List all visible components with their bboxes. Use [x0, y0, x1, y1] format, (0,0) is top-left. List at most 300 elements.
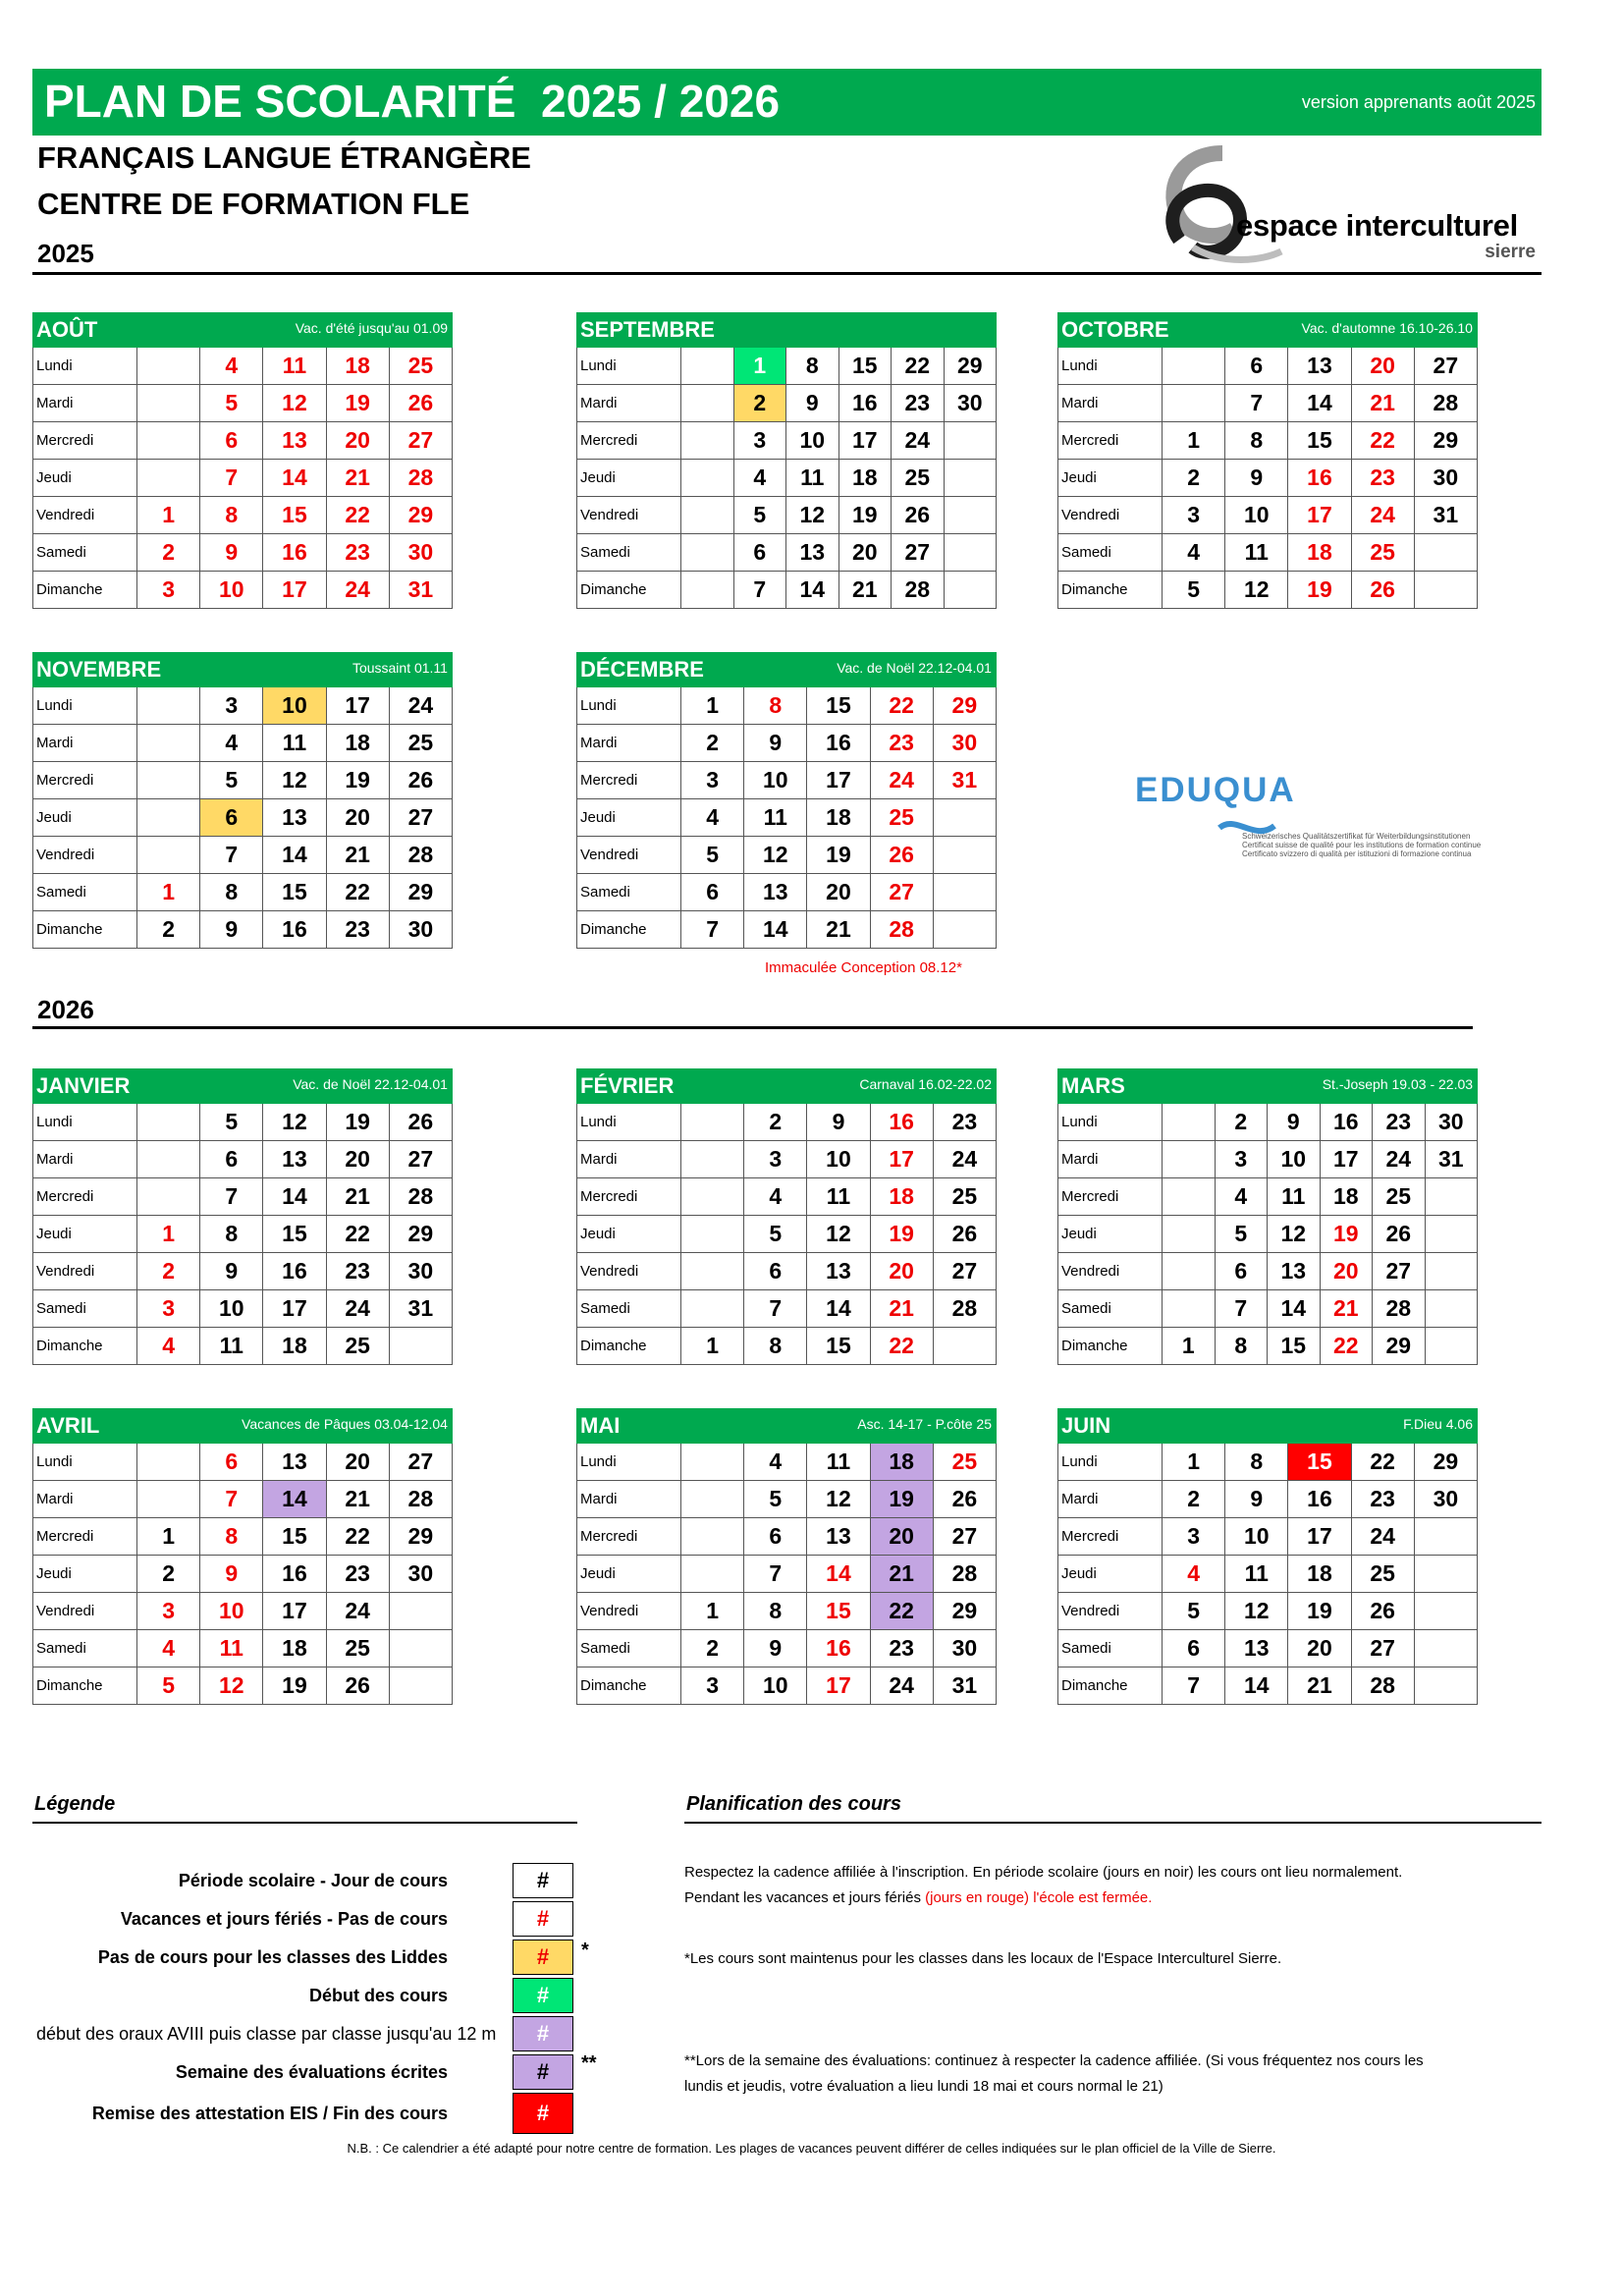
week-row — [577, 422, 997, 460]
date-cell — [1163, 1178, 1216, 1216]
date-cell: 26 — [389, 385, 452, 422]
date-cell: 2 — [137, 911, 200, 949]
date-cell — [389, 1593, 452, 1630]
date-cell: 5 — [1163, 1593, 1225, 1630]
date-cell: 30 — [944, 385, 997, 422]
date-cell: 8 — [200, 1518, 263, 1556]
date-cell — [944, 460, 997, 497]
date-cell: 31 — [933, 1667, 996, 1705]
day-label: Dimanche — [1058, 1667, 1163, 1705]
week-row — [577, 874, 997, 911]
date-cell: 10 — [744, 1667, 807, 1705]
month-note: Vac. d'automne 16.10-26.10 — [1301, 320, 1473, 336]
date-cell: 10 — [200, 1593, 263, 1630]
month-header-cell — [577, 1069, 997, 1104]
legend-swatch-end: # — [513, 2093, 573, 2134]
day-label: Mercredi — [577, 422, 681, 460]
date-cell: 13 — [1225, 1630, 1288, 1667]
date-cell — [944, 497, 997, 534]
day-label: Mardi — [577, 385, 681, 422]
date-cell: 15 — [1288, 422, 1351, 460]
day-label: Dimanche — [577, 572, 681, 609]
date-cell: 1 — [1163, 1328, 1216, 1365]
date-cell: 24 — [892, 422, 945, 460]
date-cell: 4 — [1215, 1178, 1268, 1216]
week-row — [33, 1593, 453, 1630]
year-2025-label: 2025 — [37, 239, 94, 268]
date-cell: 17 — [1288, 497, 1351, 534]
planning-line — [684, 1886, 1539, 1911]
subtitle-centre: CENTRE DE FORMATION FLE — [37, 187, 470, 221]
date-cell: 29 — [1414, 422, 1477, 460]
date-cell: 25 — [389, 348, 452, 385]
date-cell: 25 — [326, 1328, 389, 1365]
date-cell: 6 — [733, 534, 786, 572]
date-cell — [681, 1556, 744, 1593]
month-note: Vac. de Noël 22.12-04.01 — [293, 1076, 448, 1092]
date-cell — [137, 837, 200, 874]
month-note: F.Dieu 4.06 — [1403, 1416, 1473, 1432]
date-cell: 21 — [1288, 1667, 1351, 1705]
date-cell: 28 — [1373, 1290, 1426, 1328]
date-cell: 24 — [1351, 1518, 1414, 1556]
date-cell: 3 — [744, 1141, 807, 1178]
legend-swatch-liddes: # — [513, 1940, 573, 1975]
date-cell: 21 — [326, 1481, 389, 1518]
day-label: Jeudi — [1058, 1556, 1163, 1593]
date-cell — [933, 874, 996, 911]
week-row — [577, 1481, 997, 1518]
month-note: Vacances de Pâques 03.04-12.04 — [242, 1416, 448, 1432]
date-cell: 13 — [263, 1141, 326, 1178]
date-cell: 23 — [870, 725, 933, 762]
date-cell: 8 — [1225, 1444, 1288, 1481]
date-cell: 18 — [326, 725, 389, 762]
day-label: Jeudi — [577, 799, 681, 837]
date-cell: 4 — [681, 799, 744, 837]
date-cell: 14 — [263, 1178, 326, 1216]
month-name: JUIN — [1061, 1413, 1111, 1438]
day-label: Jeudi — [33, 1216, 137, 1253]
date-cell: 12 — [263, 385, 326, 422]
month-septembre — [576, 312, 997, 609]
date-cell: 9 — [200, 911, 263, 949]
date-cell — [137, 348, 200, 385]
date-cell: 30 — [389, 911, 452, 949]
week-row — [1058, 1556, 1478, 1593]
month-name: MAI — [580, 1413, 621, 1438]
date-cell: 9 — [744, 1630, 807, 1667]
date-cell: 6 — [1225, 348, 1288, 385]
week-row — [1058, 1444, 1478, 1481]
month-note: Vac. d'été jusqu'au 01.09 — [295, 320, 449, 336]
legend-swatch-evaluations: # — [513, 2054, 573, 2090]
date-cell: 24 — [933, 1141, 996, 1178]
date-cell: 9 — [200, 1253, 263, 1290]
date-cell — [681, 460, 734, 497]
date-cell: 8 — [200, 1216, 263, 1253]
day-label: Samedi — [1058, 1290, 1163, 1328]
date-cell: 11 — [807, 1178, 870, 1216]
date-cell — [1163, 1104, 1216, 1141]
date-cell: 9 — [200, 534, 263, 572]
week-row — [33, 687, 453, 725]
date-cell: 10 — [200, 572, 263, 609]
date-cell — [681, 385, 734, 422]
month-header-cell — [577, 1409, 997, 1444]
date-cell: 4 — [1163, 1556, 1225, 1593]
week-row — [33, 1518, 453, 1556]
date-cell: 14 — [1288, 385, 1351, 422]
week-row — [1058, 1328, 1478, 1365]
day-label: Vendredi — [577, 837, 681, 874]
date-cell: 8 — [1225, 422, 1288, 460]
month-decembre — [576, 652, 997, 949]
date-cell: 16 — [263, 911, 326, 949]
date-cell: 30 — [389, 534, 452, 572]
date-cell: 28 — [933, 1556, 996, 1593]
logo-mark-icon — [1154, 145, 1291, 268]
date-cell: 7 — [681, 911, 744, 949]
date-cell: 25 — [326, 1630, 389, 1667]
legend-swatch-orals: # — [513, 2016, 573, 2051]
date-cell: 26 — [389, 762, 452, 799]
date-cell: 17 — [263, 1290, 326, 1328]
date-cell: 8 — [744, 687, 807, 725]
date-cell — [1414, 1667, 1477, 1705]
date-cell: 25 — [870, 799, 933, 837]
divider — [32, 1026, 1473, 1029]
date-cell: 19 — [870, 1481, 933, 1518]
date-cell: 6 — [681, 874, 744, 911]
day-label: Dimanche — [33, 1667, 137, 1705]
day-label: Mardi — [577, 1141, 681, 1178]
date-cell: 16 — [263, 1253, 326, 1290]
date-cell: 20 — [1351, 348, 1414, 385]
date-cell: 16 — [807, 725, 870, 762]
planning-text: Pendant les vacances et jours fériés — [684, 1889, 926, 1906]
date-cell: 30 — [1414, 1481, 1477, 1518]
date-cell: 23 — [892, 385, 945, 422]
day-label: Mercredi — [33, 1518, 137, 1556]
date-cell — [137, 799, 200, 837]
date-cell: 19 — [839, 497, 892, 534]
week-row — [1058, 1253, 1478, 1290]
date-cell: 19 — [326, 762, 389, 799]
date-cell: 7 — [200, 837, 263, 874]
legend-label: Vacances et jours fériés - Pas de cours — [120, 1909, 448, 1929]
date-cell: 4 — [137, 1328, 200, 1365]
date-cell — [1414, 1593, 1477, 1630]
day-label: Jeudi — [1058, 460, 1163, 497]
date-cell — [389, 1667, 452, 1705]
date-cell: 15 — [1288, 1444, 1351, 1481]
date-cell: 11 — [263, 725, 326, 762]
date-cell: 17 — [326, 687, 389, 725]
date-cell: 14 — [807, 1290, 870, 1328]
day-label: Samedi — [577, 1630, 681, 1667]
week-row — [577, 911, 997, 949]
day-label: Lundi — [577, 687, 681, 725]
date-cell: 20 — [839, 534, 892, 572]
date-cell — [1163, 1253, 1216, 1290]
date-cell: 21 — [807, 911, 870, 949]
date-cell — [1163, 385, 1225, 422]
date-cell: 10 — [1225, 497, 1288, 534]
date-cell: 5 — [200, 385, 263, 422]
week-row — [33, 762, 453, 799]
date-cell: 10 — [200, 1290, 263, 1328]
day-label: Mercredi — [577, 1518, 681, 1556]
date-cell: 3 — [1215, 1141, 1268, 1178]
legend-label: Pas de cours pour les classes des Liddes — [97, 1947, 448, 1967]
month-name: DÉCEMBRE — [580, 657, 704, 682]
week-row — [577, 1518, 997, 1556]
date-cell: 12 — [807, 1216, 870, 1253]
month-note: St.-Joseph 19.03 - 22.03 — [1322, 1076, 1474, 1092]
day-label: Samedi — [577, 1290, 681, 1328]
date-cell: 11 — [744, 799, 807, 837]
week-row — [577, 460, 997, 497]
date-cell: 22 — [1320, 1328, 1373, 1365]
week-row — [577, 534, 997, 572]
date-cell: 3 — [137, 572, 200, 609]
date-cell: 18 — [807, 799, 870, 837]
subtitle-language: FRANÇAIS LANGUE ÉTRANGÈRE — [37, 140, 531, 175]
day-label: Mardi — [577, 1481, 681, 1518]
day-label: Vendredi — [577, 497, 681, 534]
date-cell: 12 — [263, 1104, 326, 1141]
date-cell: 3 — [1163, 1518, 1225, 1556]
date-cell: 27 — [870, 874, 933, 911]
date-cell: 9 — [200, 1556, 263, 1593]
date-cell: 22 — [326, 874, 389, 911]
day-label: Vendredi — [33, 837, 137, 874]
date-cell: 16 — [263, 1556, 326, 1593]
planning-paragraph-1 — [684, 1860, 1539, 1911]
date-cell: 10 — [1268, 1141, 1321, 1178]
day-label: Vendredi — [33, 1253, 137, 1290]
date-cell: 7 — [744, 1290, 807, 1328]
day-label: Vendredi — [1058, 1593, 1163, 1630]
month-header-cell — [577, 313, 997, 348]
week-row — [33, 422, 453, 460]
date-cell: 14 — [263, 837, 326, 874]
date-cell: 3 — [1163, 497, 1225, 534]
planning-line: **Lors de la semaine des évaluations: continuez à respecter la cadence affiliée. (Si vous fréquentez nos cours les — [684, 2052, 1424, 2069]
date-cell: 16 — [870, 1104, 933, 1141]
date-cell: 22 — [1351, 422, 1414, 460]
date-cell — [1414, 1556, 1477, 1593]
date-cell: 2 — [1163, 460, 1225, 497]
date-cell: 18 — [839, 460, 892, 497]
date-cell: 28 — [933, 1290, 996, 1328]
month-fevrier — [576, 1068, 997, 1365]
date-cell: 14 — [263, 1481, 326, 1518]
week-row — [577, 497, 997, 534]
title-banner — [32, 69, 1542, 136]
date-cell: 28 — [389, 1481, 452, 1518]
date-cell — [137, 1104, 200, 1141]
month-header — [33, 1409, 453, 1444]
date-cell: 16 — [839, 385, 892, 422]
date-cell: 3 — [137, 1290, 200, 1328]
week-row — [577, 837, 997, 874]
date-cell: 31 — [1414, 497, 1477, 534]
date-cell: 25 — [1351, 534, 1414, 572]
date-cell: 29 — [944, 348, 997, 385]
date-cell: 17 — [263, 1593, 326, 1630]
date-cell: 28 — [892, 572, 945, 609]
page-title: PLAN DE SCOLARITÉ 2025 / 2026 — [44, 76, 781, 127]
eduqua-logo — [1119, 761, 1492, 874]
day-label: Lundi — [1058, 1104, 1163, 1141]
date-cell: 1 — [1163, 1444, 1225, 1481]
date-cell: 22 — [326, 1216, 389, 1253]
month-name: SEPTEMBRE — [580, 317, 715, 342]
date-cell: 12 — [807, 1481, 870, 1518]
date-cell: 28 — [389, 1178, 452, 1216]
week-row — [33, 1630, 453, 1667]
month-header-cell — [1058, 313, 1478, 348]
day-label: Samedi — [577, 534, 681, 572]
day-label: Vendredi — [33, 1593, 137, 1630]
date-cell: 28 — [1351, 1667, 1414, 1705]
date-cell: 3 — [681, 762, 744, 799]
date-cell — [933, 911, 996, 949]
date-cell: 9 — [1225, 1481, 1288, 1518]
week-row — [33, 1667, 453, 1705]
date-cell: 26 — [933, 1216, 996, 1253]
planning-line: Respectez la cadence affiliée à l'inscription. En période scolaire (jours en noir) les cours ont lieu normalement. — [684, 1864, 1403, 1881]
day-label: Samedi — [577, 874, 681, 911]
date-cell: 27 — [933, 1253, 996, 1290]
date-cell — [944, 534, 997, 572]
date-cell: 17 — [263, 572, 326, 609]
date-cell — [1425, 1253, 1478, 1290]
date-cell: 24 — [326, 572, 389, 609]
date-cell: 14 — [744, 911, 807, 949]
date-cell: 11 — [786, 460, 839, 497]
date-cell: 20 — [870, 1518, 933, 1556]
date-cell — [681, 1253, 744, 1290]
month-janvier — [32, 1068, 453, 1365]
date-cell: 20 — [870, 1253, 933, 1290]
date-cell: 6 — [200, 422, 263, 460]
month-novembre — [32, 652, 453, 949]
date-cell: 20 — [1320, 1253, 1373, 1290]
date-cell: 24 — [870, 1667, 933, 1705]
date-cell — [1425, 1178, 1478, 1216]
date-cell — [137, 725, 200, 762]
date-cell: 24 — [870, 762, 933, 799]
date-cell: 27 — [1414, 348, 1477, 385]
date-cell: 6 — [1163, 1630, 1225, 1667]
month-name: AOÛT — [36, 317, 98, 342]
day-label: Samedi — [33, 534, 137, 572]
date-cell: 8 — [744, 1328, 807, 1365]
day-label: Vendredi — [1058, 497, 1163, 534]
day-label: Mercredi — [33, 1178, 137, 1216]
date-cell: 31 — [933, 762, 996, 799]
date-cell — [137, 1178, 200, 1216]
date-cell: 6 — [744, 1253, 807, 1290]
date-cell: 3 — [733, 422, 786, 460]
planning-title: Planification des cours — [686, 1793, 901, 1815]
week-row — [577, 1630, 997, 1667]
date-cell: 10 — [263, 687, 326, 725]
date-cell: 8 — [1215, 1328, 1268, 1365]
week-row — [1058, 1593, 1478, 1630]
date-cell: 28 — [1414, 385, 1477, 422]
date-cell: 30 — [933, 725, 996, 762]
month-header — [577, 653, 997, 687]
day-label: Mardi — [1058, 1481, 1163, 1518]
date-cell: 10 — [786, 422, 839, 460]
date-cell: 2 — [137, 1556, 200, 1593]
date-cell: 30 — [933, 1630, 996, 1667]
legend-title: Légende — [34, 1793, 116, 1815]
week-row — [1058, 385, 1478, 422]
date-cell: 9 — [1268, 1104, 1321, 1141]
week-row — [577, 1290, 997, 1328]
month-header-cell — [577, 653, 997, 687]
date-cell: 4 — [200, 348, 263, 385]
week-row — [1058, 1141, 1478, 1178]
date-cell: 20 — [1288, 1630, 1351, 1667]
month-aout — [32, 312, 453, 609]
date-cell: 1 — [1163, 422, 1225, 460]
date-cell: 7 — [1225, 385, 1288, 422]
week-row — [1058, 348, 1478, 385]
day-label: Lundi — [577, 1444, 681, 1481]
date-cell: 18 — [1288, 1556, 1351, 1593]
date-cell — [137, 422, 200, 460]
week-row — [33, 572, 453, 609]
date-cell: 8 — [744, 1593, 807, 1630]
date-cell — [933, 837, 996, 874]
week-row — [577, 385, 997, 422]
date-cell — [137, 1141, 200, 1178]
date-cell: 21 — [1351, 385, 1414, 422]
date-cell: 5 — [733, 497, 786, 534]
day-label: Jeudi — [33, 460, 137, 497]
month-octobre — [1057, 312, 1478, 609]
date-cell — [389, 1328, 452, 1365]
date-cell: 20 — [326, 1444, 389, 1481]
week-row — [577, 1141, 997, 1178]
date-cell: 10 — [1225, 1518, 1288, 1556]
date-cell: 23 — [326, 1556, 389, 1593]
date-cell: 8 — [200, 874, 263, 911]
date-cell: 31 — [1425, 1141, 1478, 1178]
week-row — [1058, 1667, 1478, 1705]
date-cell: 3 — [137, 1593, 200, 1630]
date-cell: 27 — [389, 799, 452, 837]
date-cell: 4 — [200, 725, 263, 762]
date-cell — [681, 1178, 744, 1216]
date-cell — [933, 799, 996, 837]
date-cell: 22 — [870, 687, 933, 725]
date-cell: 5 — [1163, 572, 1225, 609]
date-cell: 13 — [263, 1444, 326, 1481]
week-row — [577, 1328, 997, 1365]
date-cell: 26 — [1351, 1593, 1414, 1630]
date-cell: 8 — [786, 348, 839, 385]
month-header-cell — [1058, 1409, 1478, 1444]
month-name: FÉVRIER — [580, 1073, 675, 1098]
date-cell: 29 — [933, 687, 996, 725]
